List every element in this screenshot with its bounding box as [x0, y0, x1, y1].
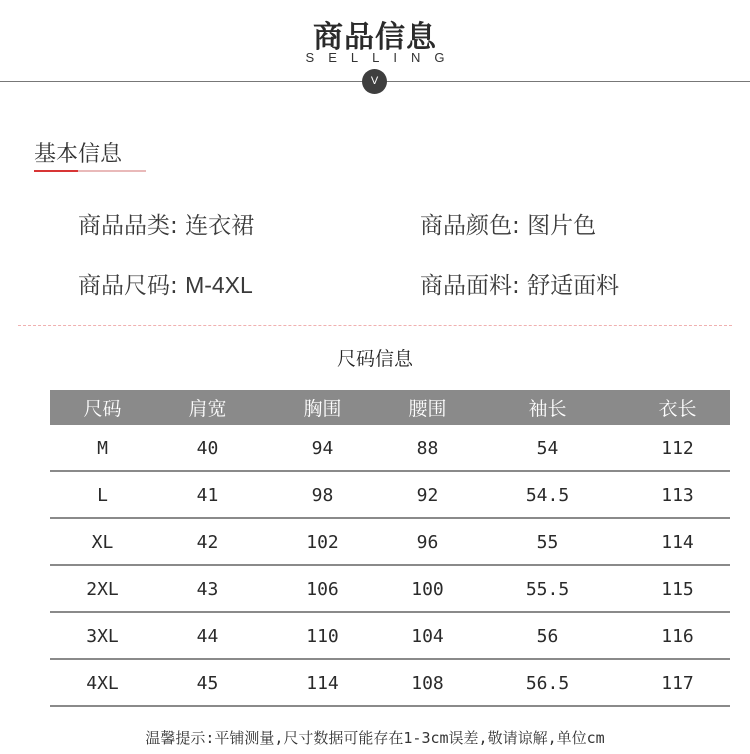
table-row — [50, 565, 730, 612]
table-header-cell: 肩宽 — [155, 390, 260, 425]
info-value: M-4XL — [185, 272, 253, 298]
section-title-basic-info: 基本信息 — [34, 142, 123, 167]
info-label: 商品颜色: — [420, 213, 520, 239]
table-cell: 115 — [625, 565, 730, 612]
table-cell: 96 — [385, 518, 470, 565]
info-label: 商品品类: — [78, 213, 178, 239]
footer-note: 温馨提示:平铺测量,尺寸数据可能存在1-3cm误差,敬请谅解,单位cm — [145, 729, 605, 747]
table-cell: XL — [50, 518, 155, 565]
table-cell: 54.5 — [470, 471, 625, 518]
table-cell: 104 — [385, 612, 470, 659]
table-row — [50, 471, 730, 518]
table-cell: M — [50, 425, 155, 471]
table-row — [50, 659, 730, 706]
table-cell: 116 — [625, 612, 730, 659]
table-cell: 44 — [155, 612, 260, 659]
page-subtitle: SELLING — [305, 50, 459, 65]
table-cell: 55.5 — [470, 565, 625, 612]
info-label: 商品尺码: — [78, 273, 178, 299]
table-cell: 2XL — [50, 565, 155, 612]
table-cell: 4XL — [50, 659, 155, 706]
section-underline-accent — [34, 170, 78, 172]
info-color — [420, 207, 596, 240]
table-cell: 117 — [625, 659, 730, 706]
table-cell: 43 — [155, 565, 260, 612]
table-cell: 56.5 — [470, 659, 625, 706]
table-row — [50, 518, 730, 565]
table-cell: 94 — [260, 425, 385, 471]
table-header-cell: 袖长 — [470, 390, 625, 425]
table-cell: 100 — [385, 565, 470, 612]
info-value: 舒适面料 — [527, 273, 620, 299]
table-cell: 112 — [625, 425, 730, 471]
table-cell: 98 — [260, 471, 385, 518]
table-cell: 54 — [470, 425, 625, 471]
table-header-cell: 衣长 — [625, 390, 730, 425]
table-header-cell: 尺码 — [50, 390, 155, 425]
table-cell: 114 — [260, 659, 385, 706]
table-cell: 41 — [155, 471, 260, 518]
table-cell: 42 — [155, 518, 260, 565]
table-cell: 108 — [385, 659, 470, 706]
table-row — [50, 425, 730, 471]
table-cell: 113 — [625, 471, 730, 518]
table-cell: 102 — [260, 518, 385, 565]
info-fabric — [420, 267, 619, 300]
table-cell: 92 — [385, 471, 470, 518]
table-cell: 3XL — [50, 612, 155, 659]
table-header-cell: 腰围 — [385, 390, 470, 425]
table-cell: 45 — [155, 659, 260, 706]
table-header-cell: 胸围 — [260, 390, 385, 425]
table-cell: 56 — [470, 612, 625, 659]
table-cell: 110 — [260, 612, 385, 659]
table-cell: L — [50, 471, 155, 518]
table-cell: 114 — [625, 518, 730, 565]
page-title: 商品信息 — [313, 20, 437, 55]
info-category — [78, 207, 254, 240]
table-cell: 40 — [155, 425, 260, 471]
size-table-caption: 尺码信息 — [336, 348, 413, 370]
info-value: 图片色 — [527, 213, 597, 239]
info-label: 商品面料: — [420, 273, 520, 299]
size-table — [50, 390, 730, 707]
table-cell: 55 — [470, 518, 625, 565]
info-size — [78, 267, 253, 300]
table-cell: 88 — [385, 425, 470, 471]
table-header-row — [50, 390, 730, 425]
chevron-badge-icon: V — [362, 69, 387, 94]
table-cell: 106 — [260, 565, 385, 612]
info-value: 连衣裙 — [185, 213, 255, 239]
dashed-divider — [18, 325, 732, 326]
table-row — [50, 612, 730, 659]
